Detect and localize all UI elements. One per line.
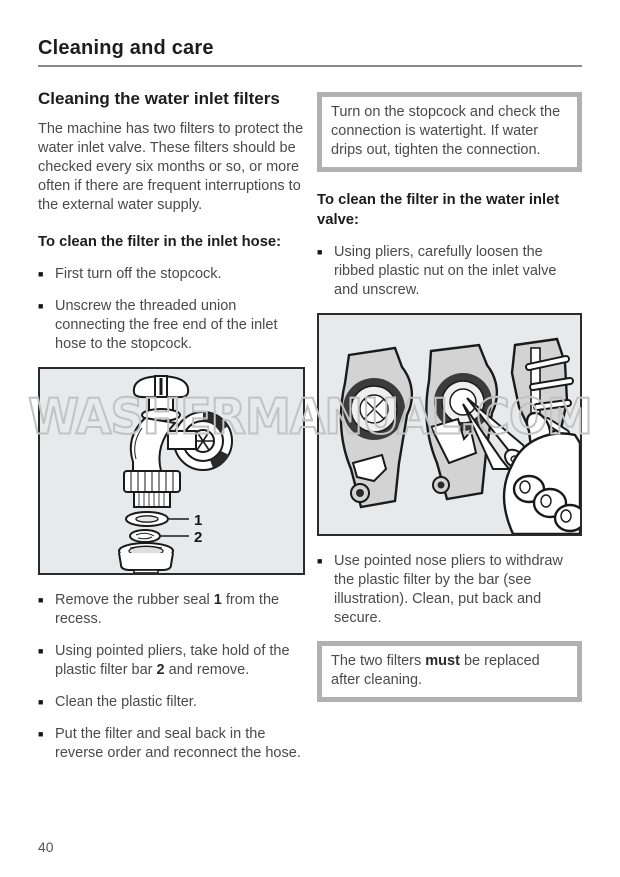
list-item-text: Put the filter and seal back in the reverse order and reconnect the hose. — [55, 726, 301, 761]
bullet-square-icon: ■ — [38, 646, 44, 656]
stopcock-illustration — [40, 369, 303, 573]
note-text: The two filters must be replaced after cleaning. — [331, 653, 540, 688]
list-item-text: Unscrew the threaded union connecting the free end of the inlet hose to the stopcock. — [55, 298, 278, 352]
inlet-hose-figure — [38, 367, 305, 575]
note-box-watertight — [317, 92, 582, 172]
intro-paragraph: The machine has two filters to protect the water inlet valve. These filters should be checked every six months or so, or more often if there are frequent interruptions to the external water supply. — [38, 121, 304, 213]
list-item — [38, 642, 305, 680]
watermark-text: WASHERMANUAL.COM — [28, 387, 592, 446]
left-column — [38, 88, 305, 776]
bullet-square-icon: ■ — [38, 729, 44, 739]
subheading-inlet-hose: To clean the filter in the inlet hose: — [38, 234, 282, 250]
section-heading: Cleaning the water inlet filters — [38, 89, 280, 108]
note-box-replace — [317, 641, 582, 702]
list-item — [38, 265, 305, 284]
list-item-text: Clean the plastic filter. — [55, 694, 197, 710]
valve-pliers-illustration — [319, 315, 580, 534]
page-number: 40 — [38, 839, 54, 855]
figure-callout-2: 2 — [194, 529, 203, 546]
title-rule — [38, 65, 582, 67]
list-item-text: Using pliers, carefully loosen the ribbed plastic nut on the inlet valve and unscrew. — [334, 244, 557, 298]
figure-callout-1: 1 — [194, 512, 203, 529]
subheading-inlet-valve: To clean the filter in the water inlet valve: — [317, 192, 560, 228]
list-item-text: Using pointed pliers, take hold of the plastic filter bar 2 and remove. — [55, 643, 290, 678]
bullet-square-icon: ■ — [38, 697, 44, 707]
right-column — [317, 88, 582, 702]
list-item-text: Remove the rubber seal 1 from the recess. — [55, 592, 280, 627]
list-item — [38, 693, 305, 712]
list-item — [317, 552, 582, 628]
list-item-text: Use pointed nose pliers to withdraw the plastic filter by the bar (see illustration). Clean, put back and secure. — [334, 553, 563, 626]
list-item — [38, 297, 305, 354]
list-item — [38, 591, 305, 629]
page-title: Cleaning and care — [38, 37, 214, 59]
note-text: Turn on the stopcock and check the connection is watertight. If water drips out, tighten the connection. — [331, 104, 561, 158]
bullet-square-icon: ■ — [38, 269, 44, 279]
bullet-square-icon: ■ — [317, 247, 323, 257]
bullet-square-icon: ■ — [38, 301, 44, 311]
two-column-layout — [38, 88, 582, 776]
inlet-valve-figure — [317, 313, 582, 536]
list-item-text: First turn off the stopcock. — [55, 266, 222, 282]
list-item — [38, 725, 305, 763]
bullet-square-icon: ■ — [317, 556, 323, 566]
bullet-square-icon: ■ — [38, 595, 44, 605]
list-item — [317, 243, 582, 300]
